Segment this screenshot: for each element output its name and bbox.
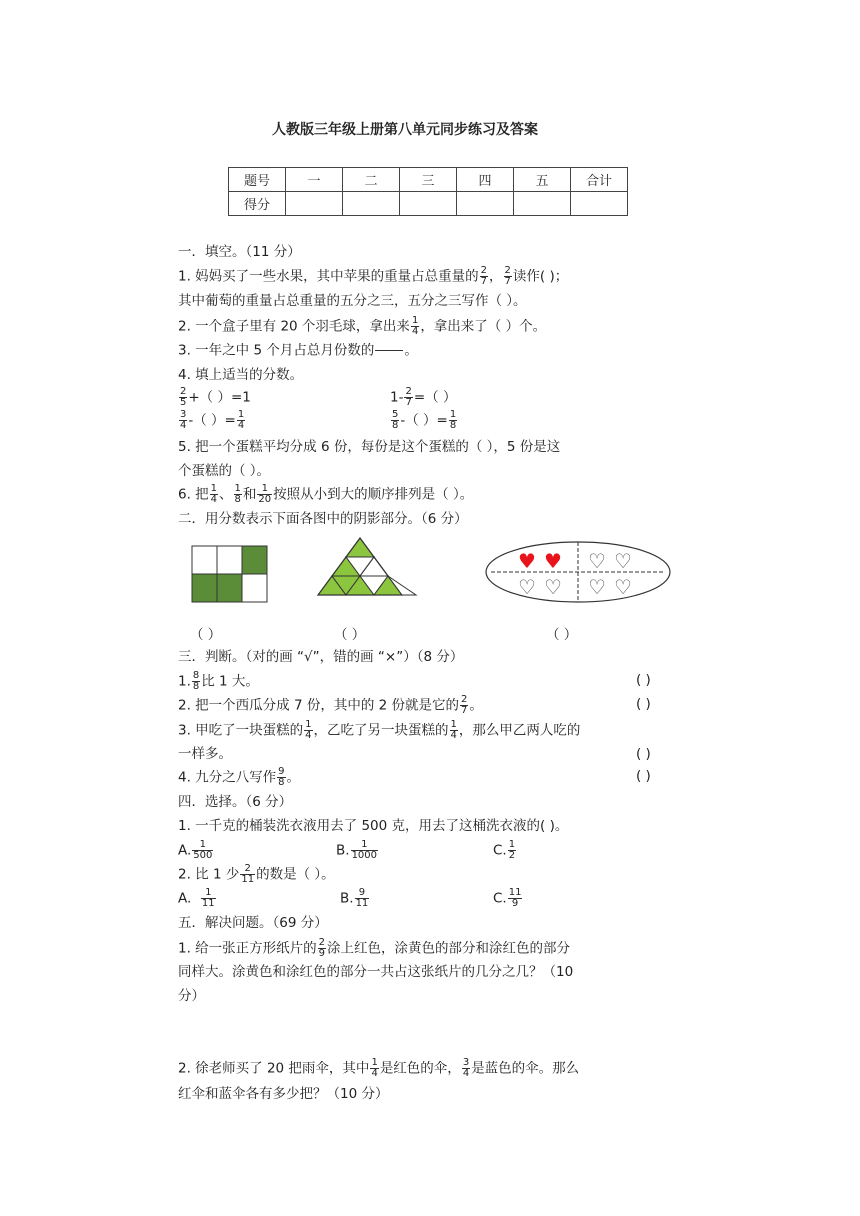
numerator: 5: [392, 409, 399, 420]
heart-outline-icon: ♡: [518, 575, 536, 599]
s1-question-2: [178, 316, 546, 337]
numerator: 1: [210, 483, 218, 494]
page-title: 人教版三年级上册第八单元同步练习及答案: [272, 122, 538, 138]
text: 按照从小到大的顺序排列是（ ）。: [273, 486, 474, 503]
s3-question-3: [178, 720, 580, 741]
option-letter: B.: [336, 842, 350, 859]
fraction: [192, 671, 200, 692]
score-input-cell[interactable]: [343, 192, 400, 216]
s3-question-1: [178, 671, 259, 692]
numerator: 1: [192, 840, 213, 851]
fraction: [411, 316, 419, 337]
text: 3. 甲吃了一块蛋糕的: [178, 722, 304, 739]
option-letter: A.: [178, 890, 192, 907]
score-table-header-row: [229, 168, 628, 192]
text: 是蓝色的伞。那么: [471, 1060, 580, 1077]
score-cell: 一: [286, 168, 343, 192]
numerator: 1: [449, 409, 457, 420]
s3-question-2: [178, 695, 483, 716]
denominator: 8: [449, 420, 457, 431]
fraction: [449, 410, 457, 431]
denominator: 8: [278, 777, 285, 788]
heart-icon: ♥: [518, 549, 536, 573]
denominator: 4: [237, 420, 245, 431]
heart-icon: ♥: [544, 549, 562, 573]
s3-question-3b: 一样多。: [178, 746, 232, 762]
s3-answer-3[interactable]: ( ): [636, 746, 651, 762]
s5-question-1a: [178, 938, 570, 959]
numerator: 1: [201, 888, 216, 899]
s1-question-4a: [178, 387, 251, 408]
s4-q1-option-c[interactable]: [493, 840, 517, 861]
text: 比 1 大。: [201, 673, 259, 690]
numerator: 1: [237, 409, 245, 420]
s1-question-5a: 5. 把一个蛋糕平均分成 6 份，每份是这个蛋糕的（ ），5 份是这: [178, 439, 561, 455]
fraction: [508, 888, 523, 909]
score-cell: 二: [343, 168, 400, 192]
text: 、: [219, 486, 233, 503]
fraction: [450, 720, 458, 741]
score-cell: 五: [514, 168, 571, 192]
text: +（ ）=1: [188, 389, 251, 406]
denominator: 4: [371, 1068, 378, 1079]
denominator: 4: [450, 730, 457, 741]
fraction: [257, 484, 272, 505]
fraction: [480, 266, 488, 287]
text: 2. 徐老师买了 20 把雨伞，其中: [178, 1060, 370, 1077]
s1-question-4d: [390, 410, 458, 431]
s1-question-1b: 其中葡萄的重量占总重量的五分之三，五分之三写作（ ）。: [178, 293, 527, 309]
numerator: 3: [180, 409, 187, 420]
s5-question-2b: 红伞和蓝伞各有多少把？（10 分）: [178, 1086, 389, 1102]
denominator: 4: [210, 494, 218, 505]
text: 6. 把: [178, 486, 209, 503]
numerator: 2: [504, 265, 511, 276]
text: 涂上红色，涂黄色的部分和涂红色的部分: [327, 940, 571, 957]
text: =（ ）: [413, 389, 457, 406]
grid-figure: [192, 546, 267, 602]
denominator: 8: [392, 420, 399, 431]
text: 2. 一个盒子里有 20 个羽毛球，拿出来: [178, 318, 410, 335]
denominator: 500: [193, 850, 213, 861]
section-2-header: 二．用分数表示下面各图中的阴影部分。（6 分）: [178, 511, 468, 527]
s1-question-3: [178, 340, 418, 361]
hearts-figure: [486, 542, 670, 602]
denominator: 7: [461, 705, 468, 716]
numerator: 2: [480, 265, 488, 276]
text: ，乙吃了另一块蛋糕的: [313, 722, 449, 739]
score-table-score-row: [229, 192, 628, 216]
denominator: 11: [355, 898, 369, 909]
fraction: [192, 840, 213, 861]
denominator: 11: [241, 874, 255, 885]
option-letter: B.: [340, 890, 354, 907]
s4-q2-option-b[interactable]: [340, 888, 370, 909]
denominator: 4: [305, 730, 312, 741]
score-input-cell[interactable]: [286, 192, 343, 216]
text: 1. 给一张正方形纸片的: [178, 940, 317, 957]
s4-question-1: 1. 一千克的桶装洗衣液用去了 500 克，用去了这桶洗衣液的( )。: [178, 818, 569, 834]
fraction: [179, 410, 187, 431]
option-letter: C.: [493, 842, 507, 859]
score-input-cell[interactable]: [457, 192, 514, 216]
section-4-header: 四．选择。（6 分）: [178, 794, 293, 810]
denominator: 4: [411, 326, 419, 337]
heart-outline-icon: ♡: [588, 549, 606, 573]
fraction: [240, 864, 255, 885]
denominator: 11: [201, 898, 215, 909]
s1-question-6: [178, 484, 473, 505]
s4-q1-option-b[interactable]: [336, 840, 379, 861]
heart-outline-icon: ♡: [614, 575, 632, 599]
fraction: [304, 720, 312, 741]
denominator: 9: [511, 898, 519, 909]
numerator: 1: [234, 483, 241, 494]
fraction: [355, 888, 370, 909]
s4-q1-option-a[interactable]: [178, 840, 214, 861]
denominator: 20: [258, 494, 272, 505]
score-cell: 三: [400, 168, 457, 192]
fraction: [462, 1058, 470, 1079]
text: 的数是（ ）。: [256, 866, 335, 883]
text: 4. 九分之八写作: [178, 769, 277, 786]
option-letter: A.: [178, 842, 192, 859]
denominator: 2: [508, 850, 516, 861]
heart-outline-icon: ♡: [588, 575, 606, 599]
section-1-header: 一．填空。（11 分）: [178, 244, 301, 260]
text: 1.: [178, 673, 191, 690]
s1-question-4c: [178, 410, 246, 431]
s5-question-1c: 分）: [178, 988, 205, 1004]
heart-outline-icon: ♡: [544, 575, 562, 599]
score-cell: 题号: [229, 168, 286, 192]
s3-answer-2[interactable]: ( ): [636, 696, 651, 712]
s5-question-2a: [178, 1058, 579, 1079]
fraction: [318, 938, 326, 959]
score-cell: 合计: [571, 168, 628, 192]
denominator: 9: [318, 948, 326, 959]
fraction: [179, 387, 187, 408]
s3-answer-4[interactable]: ( ): [636, 768, 651, 784]
fraction: [234, 484, 242, 505]
fraction: [508, 840, 516, 861]
text: 。: [286, 769, 301, 786]
text: 1-: [390, 389, 404, 406]
denominator: 7: [504, 276, 511, 287]
s1-question-1: [178, 266, 568, 287]
s5-question-1b: 同样大。涂黄色和涂红色的部分一共占这张纸片的几分之几？（10: [178, 964, 574, 980]
numerator: 1: [411, 315, 419, 326]
text: 和: [242, 486, 257, 503]
fraction: [237, 410, 245, 431]
numerator: 2: [405, 386, 412, 397]
numerator: 2: [461, 694, 468, 705]
denominator: 4: [462, 1068, 470, 1079]
fraction: [201, 888, 216, 909]
fraction-blank[interactable]: [375, 340, 403, 361]
s4-q2-option-c[interactable]: [493, 888, 523, 909]
s3-question-4: [178, 767, 300, 788]
s2-answer-3[interactable]: （ ）: [546, 627, 578, 643]
section-5-header: 五．解决问题。（69 分）: [178, 915, 328, 931]
score-input-cell[interactable]: [514, 192, 571, 216]
triangle-figure: [318, 538, 430, 595]
numerator: 1: [371, 1057, 378, 1068]
s4-question-2: [178, 864, 335, 885]
s1-question-5b: 个蛋糕的（ ）。: [178, 463, 271, 479]
shaded-figures: [185, 535, 685, 610]
denominator: 5: [180, 397, 187, 408]
text: -（ ）=: [188, 412, 236, 429]
numerator: 9: [278, 766, 285, 777]
fraction: [351, 840, 378, 861]
heart-outline-icon: ♡: [614, 549, 632, 573]
s2-answer-2[interactable]: （ ）: [334, 627, 366, 643]
option-letter: C.: [493, 890, 507, 907]
s4-q2-option-a[interactable]: [178, 888, 217, 909]
text: ，那么甲乙两人吃的: [458, 722, 581, 739]
text: 2. 比 1 少: [178, 866, 240, 883]
s1-question-4-title: 4. 填上适当的分数。: [178, 367, 304, 383]
fraction: [504, 266, 512, 287]
text: 读作( )；: [512, 268, 569, 285]
score-table: [228, 167, 628, 216]
score-cell: 得分: [229, 192, 286, 216]
fraction: [277, 767, 285, 788]
numerator: 1: [305, 719, 312, 730]
text: 3. 一年之中 5 个月占总月份数的: [178, 342, 375, 359]
text: 2. 把一个西瓜分成 7 份，其中的 2 份就是它的: [178, 697, 460, 714]
numerator: 9: [355, 888, 370, 899]
denominator-blank[interactable]: [375, 351, 403, 361]
denominator: 4: [180, 420, 187, 431]
numerator: 1: [508, 839, 516, 850]
fraction: [210, 484, 218, 505]
numerator: 11: [508, 887, 522, 898]
fraction: [391, 410, 399, 431]
numerator: 1: [450, 719, 457, 730]
fraction: [404, 387, 412, 408]
score-input-cell[interactable]: [571, 192, 628, 216]
text: 。: [469, 697, 483, 714]
section-3-header: 三．判断。（对的画 “√”，错的画 “×”）（8 分）: [178, 649, 464, 665]
denominator: 8: [192, 681, 200, 692]
text: 。: [404, 342, 418, 359]
fraction: [460, 695, 468, 716]
score-cell: 四: [457, 168, 514, 192]
numerator: 2: [240, 864, 255, 875]
numerator: 3: [462, 1057, 470, 1068]
numerator: 8: [192, 670, 200, 681]
denominator: 1000: [351, 850, 378, 861]
numerator: 1: [351, 840, 378, 851]
s2-answer-1[interactable]: （ ）: [190, 627, 222, 643]
s3-answer-1[interactable]: ( ): [636, 672, 651, 688]
text: 1. 妈妈买了一些水果，其中苹果的重量占总重量的: [178, 268, 479, 285]
score-input-cell[interactable]: [400, 192, 457, 216]
text: -（ ）=: [400, 412, 448, 429]
numerator: 2: [180, 386, 187, 397]
numerator: 2: [318, 937, 326, 948]
denominator: 7: [405, 397, 412, 408]
text: 是红色的伞，: [379, 1060, 461, 1077]
denominator: 7: [480, 276, 488, 287]
s1-question-4b: [390, 387, 456, 408]
denominator: 8: [234, 494, 241, 505]
numerator: 1: [257, 484, 272, 495]
text: ，拿出来了（ ）个。: [420, 318, 547, 335]
fraction: [370, 1058, 378, 1079]
text: ，: [489, 268, 503, 285]
